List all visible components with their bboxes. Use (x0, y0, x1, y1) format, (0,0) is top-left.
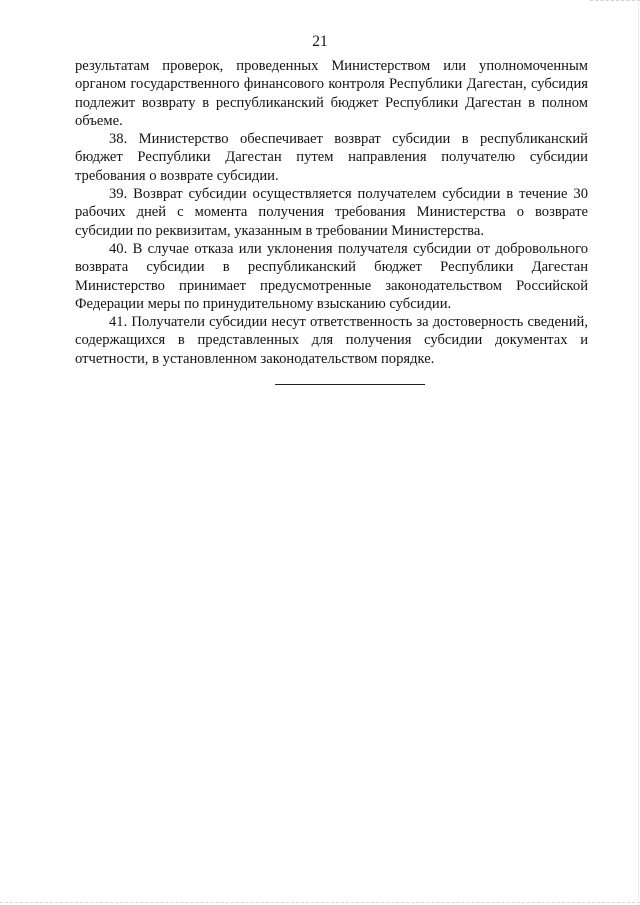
paragraph-38: 38. Министерство обеспечивает возврат субсидии в республиканский бюджет Республики Дагестан путем направления получателю субсидии требования о возврате субсидии. (75, 131, 588, 184)
paragraph-continuation: результатам проверок, проведенных Министерством или уполномоченным органом государственного финансового контроля Республики Дагестан, субсидия подлежит возврату в республиканский бюджет Республики Дагестан в полном объеме. (75, 58, 588, 129)
scan-artifact-bottom (0, 902, 640, 903)
paragraph-39: 39. Возврат субсидии осуществляется получателем субсидии в течение 30 рабочих дней с момента получения требования Министерства о возврате субсидии по реквизитам, указанным в требовании Министерства. (75, 186, 588, 239)
paragraph-41: 41. Получатели субсидии несут ответственность за достоверность сведений, содержащихся в представленных для получения субсидии документах и отчетности, в установленном законодательством порядке. (75, 314, 588, 367)
scan-artifact-right (638, 0, 639, 905)
scan-artifact-top (590, 0, 640, 3)
page-number: 21 (312, 33, 328, 50)
document-body (75, 57, 588, 368)
paragraph-40: 40. В случае отказа или уклонения получателя субсидии от добровольного возврата субсидии в республиканский бюджет Республики Дагестан Министерство принимает предусмотренные законодательством Российской Федерации меры по принудительному взысканию субсидии. (75, 240, 588, 312)
end-separator-line (275, 384, 425, 385)
